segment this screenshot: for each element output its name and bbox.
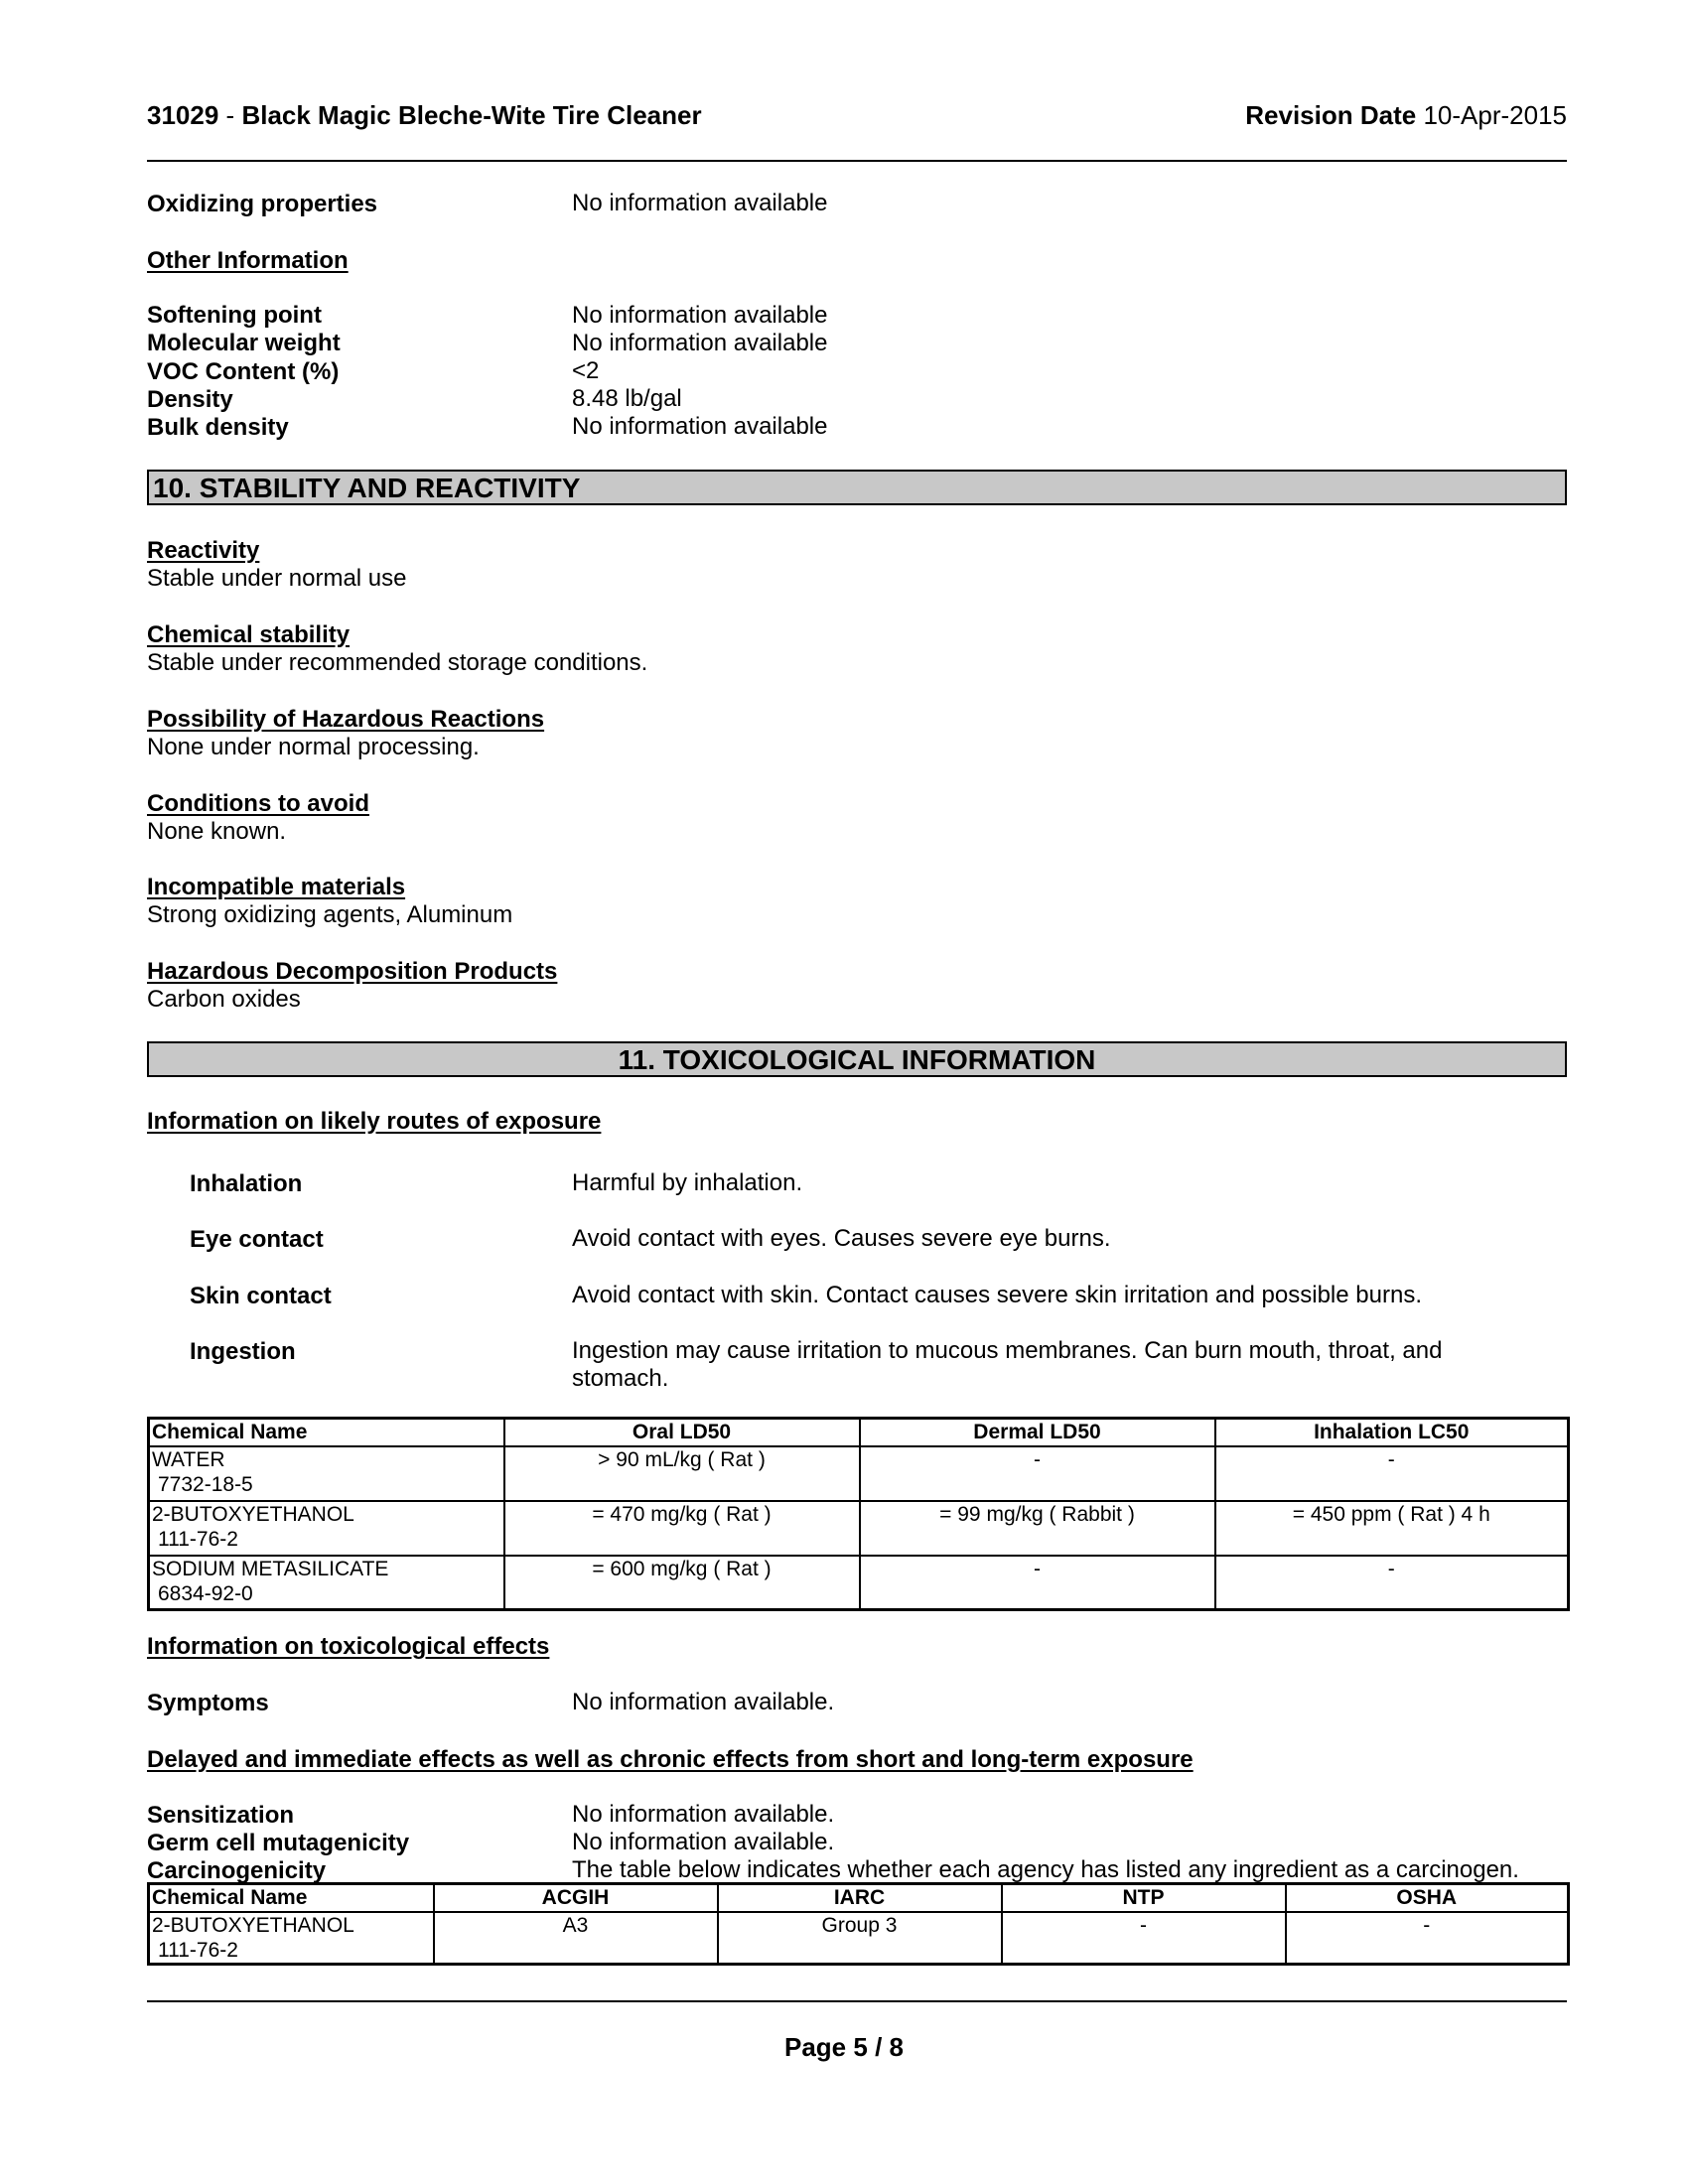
table-header-row [149,1419,1569,1446]
oral-ld50: = 470 mg/kg ( Rat ) [504,1501,860,1556]
sensitization-label: Sensitization [147,1802,295,1829]
column-header: Chemical Name [149,1419,504,1446]
route-label-ingestion: Ingestion [190,1338,296,1365]
cas-number: 111-76-2 [158,1527,238,1551]
document-title [147,101,702,129]
page-count: 5 / 8 [853,2032,904,2062]
cas-number: 7732-18-5 [158,1472,253,1496]
oral-ld50: = 600 mg/kg ( Rat ) [504,1556,860,1610]
property-value: No information available [572,413,828,440]
chemical-name: 2-BUTOXYETHANOL [152,1913,354,1937]
route-value-skin: Avoid contact with skin. Contact causes severe skin irritation and possible burns. [572,1282,1422,1308]
route-value-inhalation: Harmful by inhalation. [572,1169,803,1196]
column-header: ACGIH [434,1884,718,1912]
delayed-effects-heading: Delayed and immediate effects as well as chronic effects from short and long-term exposure [147,1746,1194,1773]
page-number [0,2033,1688,2061]
column-header: Inhalation LC50 [1215,1419,1569,1446]
carcinogenicity-label: Carcinogenicity [147,1857,327,1884]
carcinogenicity-value: The table below indicates whether each agency has listed any ingredient as a carcinogen. [572,1856,1519,1883]
routes-heading: Information on likely routes of exposure [147,1108,602,1135]
column-header: OSHA [1286,1884,1569,1912]
mutagenicity-label: Germ cell mutagenicity [147,1830,410,1856]
cas-number: 6834-92-0 [158,1581,253,1605]
inhalation-lc50: = 450 ppm ( Rat ) 4 h [1215,1501,1569,1556]
header-rule [147,160,1567,162]
column-header: IARC [718,1884,1002,1912]
section-11-header: 11. TOXICOLOGICAL INFORMATION [147,1041,1567,1077]
chemical-cell [149,1912,434,1965]
symptoms-value: No information available. [572,1689,835,1715]
column-header: Dermal LD50 [860,1419,1215,1446]
mutagenicity-value: No information available. [572,1829,835,1855]
table-row [149,1501,1569,1556]
acgih-value: A3 [434,1912,718,1965]
property-label: VOC Content (%) [147,358,340,385]
dermal-ld50: = 99 mg/kg ( Rabbit ) [860,1501,1215,1556]
inhalation-lc50: - [1215,1556,1569,1610]
cas-number: 111-76-2 [158,1938,238,1962]
route-value-ingestion: Ingestion may cause irritation to mucous membranes. Can burn mouth, throat, and [572,1337,1443,1364]
symptoms-label: Symptoms [147,1690,269,1716]
product-name: Black Magic Bleche-Wite Tire Cleaner [241,100,702,130]
page-label: Page [784,2032,847,2062]
table-row [149,1556,1569,1610]
oxidizing-value: No information available [572,190,828,216]
property-value: <2 [572,357,600,384]
chemical-name: SODIUM METASILICATE [152,1557,389,1580]
oral-ld50: > 90 mL/kg ( Rat ) [504,1446,860,1501]
product-code: 31029 [147,100,219,130]
footer-rule [147,2000,1567,2002]
iarc-value: Group 3 [718,1912,1002,1965]
reactivity-heading: Reactivity [147,537,260,564]
table-header-row [149,1884,1569,1912]
property-value: No information available [572,302,828,329]
ld50-table [147,1417,1570,1611]
revision-info [1245,101,1567,129]
sensitization-value: No information available. [572,1801,835,1828]
incompatible-text: Strong oxidizing agents, Aluminum [147,901,513,928]
dermal-ld50: - [860,1556,1215,1610]
chemical-cell [149,1501,504,1556]
conditions-heading: Conditions to avoid [147,790,369,817]
section-10-header: 10. STABILITY AND REACTIVITY [147,470,1567,505]
property-label: Softening point [147,302,322,329]
property-value: No information available [572,330,828,356]
title-separator: - [225,100,235,130]
chemical-name: WATER [152,1447,225,1471]
column-header: Oral LD50 [504,1419,860,1446]
route-label-skin: Skin contact [190,1283,332,1309]
hazardous-reactions-text: None under normal processing. [147,734,480,760]
osha-value: - [1286,1912,1569,1965]
property-label: Molecular weight [147,330,341,356]
chemical-name: 2-BUTOXYETHANOL [152,1502,354,1526]
table-row [149,1446,1569,1501]
route-label-inhalation: Inhalation [190,1170,303,1197]
inhalation-lc50: - [1215,1446,1569,1501]
property-label: Bulk density [147,414,289,441]
route-label-eye: Eye contact [190,1226,324,1253]
reactivity-text: Stable under normal use [147,565,407,592]
hazardous-reactions-heading: Possibility of Hazardous Reactions [147,706,545,733]
property-value: 8.48 lb/gal [572,385,682,412]
route-value-ingestion-cont: stomach. [572,1365,669,1392]
route-value-eye: Avoid contact with eyes. Causes severe eye burns. [572,1225,1111,1252]
oxidizing-label: Oxidizing properties [147,191,378,217]
carcinogen-table [147,1882,1570,1966]
decomposition-text: Carbon oxides [147,986,301,1013]
tox-effects-heading: Information on toxicological effects [147,1633,550,1660]
ntp-value: - [1002,1912,1286,1965]
property-label: Density [147,386,233,413]
chemical-cell [149,1556,504,1610]
table-row [149,1912,1569,1965]
dermal-ld50: - [860,1446,1215,1501]
chemical-stability-text: Stable under recommended storage conditions. [147,649,648,676]
other-information-heading: Other Information [147,247,349,274]
column-header: Chemical Name [149,1884,434,1912]
conditions-text: None known. [147,818,287,845]
column-header: NTP [1002,1884,1286,1912]
decomposition-heading: Hazardous Decomposition Products [147,958,558,985]
incompatible-heading: Incompatible materials [147,874,406,900]
chemical-stability-heading: Chemical stability [147,621,351,648]
revision-label: Revision Date [1245,100,1417,130]
revision-date: 10-Apr-2015 [1423,100,1567,130]
chemical-cell [149,1446,504,1501]
